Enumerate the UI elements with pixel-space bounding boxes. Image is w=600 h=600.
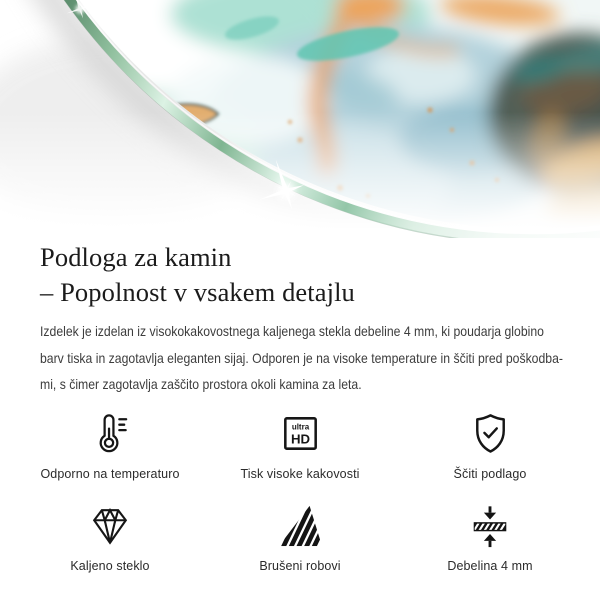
product-hero-image [0, 0, 600, 238]
feature-grid [15, 409, 585, 573]
feature-label: Kaljeno steklo [70, 558, 150, 573]
product-description [40, 319, 563, 399]
beveled-edges-icon [277, 501, 323, 549]
thickness-icon [467, 501, 513, 549]
feature-label: Tisk visoke kakovosti [240, 466, 360, 481]
feature-print-quality [205, 409, 395, 481]
svg-text:ultra: ultra [291, 422, 309, 432]
feature-label: Debelina 4 mm [447, 558, 533, 573]
title-line-1: Podloga za kamin [40, 242, 232, 272]
feature-beveled-edges [205, 501, 395, 573]
text-content [0, 240, 600, 399]
description-line: mi, s čimer zagotavlja zaščito prostora okoli kamina za leta. [40, 377, 362, 392]
description-line: Izdelek je izdelan iz visokokakovostnega kaljenega stekla debeline 4 mm, ki poudarja globino [40, 324, 544, 339]
description-line: barv tiska in zagotavlja eleganten sijaj. Odporen je na visoke temperature in ščiti pred poškodba- [40, 350, 563, 366]
thermometer-icon [87, 409, 134, 457]
diamond-icon [87, 501, 133, 549]
svg-text:HD: HD [290, 430, 310, 446]
page-title [40, 240, 560, 310]
title-line-2: – Popolnost v vsakem detajlu [40, 277, 355, 307]
feature-thickness [395, 501, 585, 573]
feature-tempered-glass [15, 501, 205, 573]
feature-label: Brušeni robovi [259, 558, 341, 573]
shield-check-icon [467, 409, 514, 457]
ultra-hd-icon [277, 409, 324, 457]
glass-panel-photo [0, 0, 600, 238]
bottom-fade [0, 100, 600, 238]
feature-label: Odporno na temperaturo [40, 466, 180, 481]
feature-temperature [15, 409, 205, 481]
feature-protects-surface [395, 409, 585, 481]
feature-label: Ščiti podlago [453, 466, 527, 481]
